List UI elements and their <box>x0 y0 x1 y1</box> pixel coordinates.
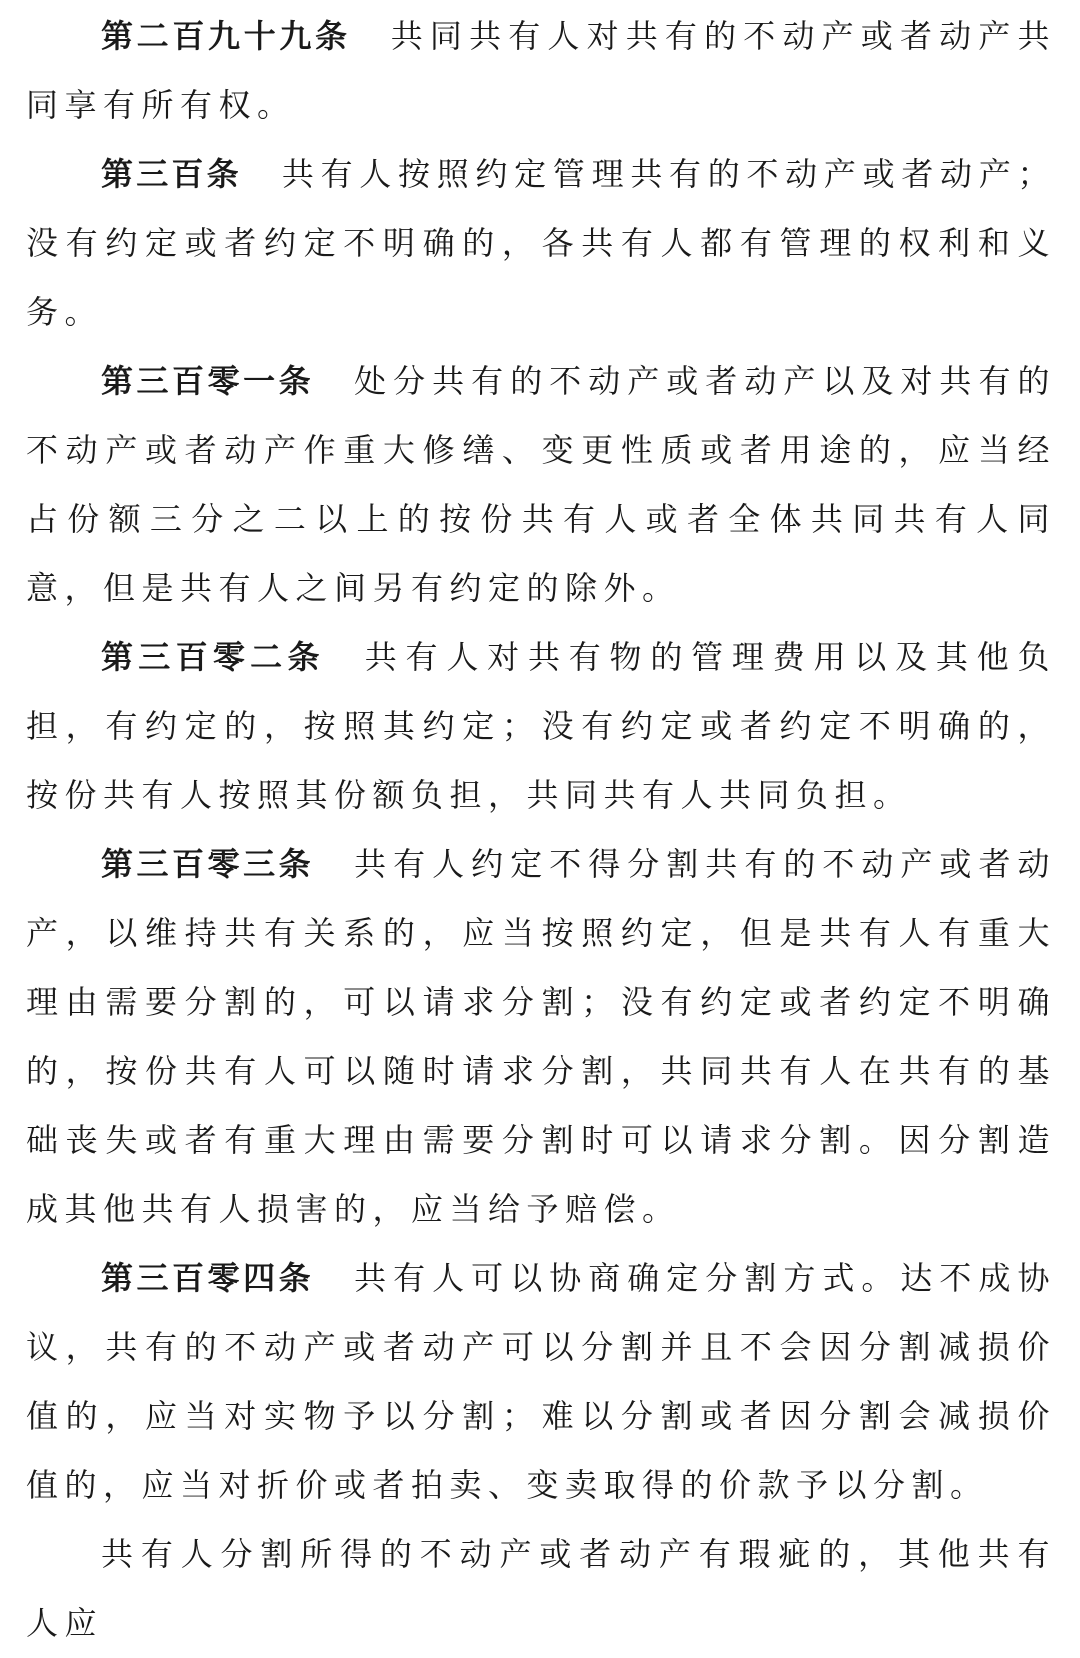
article-text: 处分共有的不动产或者动产以及对共有的不动产或者动产作重大修缮、变更性质或者用途的，应当经占份额三分之二以上的按份共有人或者全体共同共有人同意，但是共有人之间另有约定的除外。 <box>26 362 1056 607</box>
article-304 <box>26 1244 1056 1520</box>
article-text: 共有人对共有物的管理费用以及其他负担，有约定的，按照其约定；没有约定或者约定不明确的，按份共有人按照其份额负担，共同共有人共同负担。 <box>26 638 1056 814</box>
document-page <box>26 2 1056 1658</box>
article-number: 第三百条 <box>101 155 242 193</box>
article-299 <box>26 2 1056 140</box>
article-text: 共有人可以协商确定分割方式。达不成协议，共有的不动产或者动产可以分割并且不会因分割减损价值的，应当对实物予以分割；难以分割或者因分割会减损价值的，应当对折价或者拍卖、变卖取得的价款予以分割。 <box>26 1259 1056 1504</box>
article-301 <box>26 347 1056 623</box>
article-number: 第三百零一条 <box>101 362 315 400</box>
article-text: 共同共有人对共有的不动产或者动产共同享有所有权。 <box>26 17 1056 124</box>
article-number: 第二百九十九条 <box>101 17 351 55</box>
article-number: 第三百零四条 <box>101 1259 315 1297</box>
continuation-paragraph: 共有人分割所得的不动产或者动产有瑕疵的，其他共有人应 <box>26 1535 1056 1642</box>
article-number: 第三百零二条 <box>101 638 325 676</box>
article-text: 共有人按照约定管理共有的不动产或者动产；没有约定或者约定不明确的，各共有人都有管理的权利和义务。 <box>26 155 1056 331</box>
article-303 <box>26 830 1056 1244</box>
article-302 <box>26 623 1056 830</box>
article-text: 共有人约定不得分割共有的不动产或者动产，以维持共有关系的，应当按照约定，但是共有人有重大理由需要分割的，可以请求分割；没有约定或者约定不明确的，按份共有人可以随时请求分割，共同共有人在共有的基础丧失或者有重大理由需要分割时可以请求分割。因分割造成其他共有人损害的，应当给予赔偿。 <box>26 845 1056 1228</box>
article-300 <box>26 140 1056 347</box>
article-number: 第三百零三条 <box>101 845 315 883</box>
